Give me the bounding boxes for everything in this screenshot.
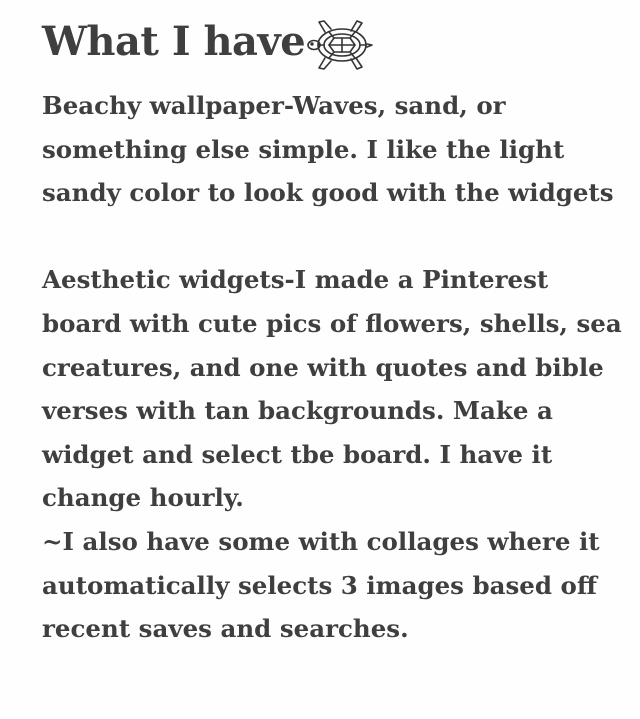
paragraph-widgets: [42, 258, 634, 650]
heading-row: [42, 12, 373, 72]
text-line: Aesthetic widgets-I made a Pinterest: [42, 265, 549, 295]
text-line: something else simple. I like the light: [42, 134, 565, 164]
text-line: widget and select tbe board. I have it: [42, 439, 553, 469]
text-line: board with cute pics of flowers, shells, sea: [42, 308, 622, 338]
paragraph-gap: [42, 215, 634, 259]
body-text: [42, 84, 634, 651]
text-line: ~I also have some with collages where it: [42, 526, 600, 556]
text-line: sandy color to look good with the widgets: [42, 178, 614, 208]
page-title: What I have: [42, 18, 306, 65]
text-line: automatically selects 3 images based off: [42, 570, 597, 600]
paragraph-wallpaper: [42, 84, 634, 215]
text-line: creatures, and one with quotes and bible: [42, 352, 604, 382]
turtle-icon: [307, 14, 373, 74]
text-line: recent saves and searches.: [42, 614, 409, 644]
text-line: Beachy wallpaper-Waves, sand, or: [42, 91, 506, 120]
text-line: verses with tan backgrounds. Make a: [42, 396, 553, 426]
text-line: change hourly.: [42, 483, 244, 513]
